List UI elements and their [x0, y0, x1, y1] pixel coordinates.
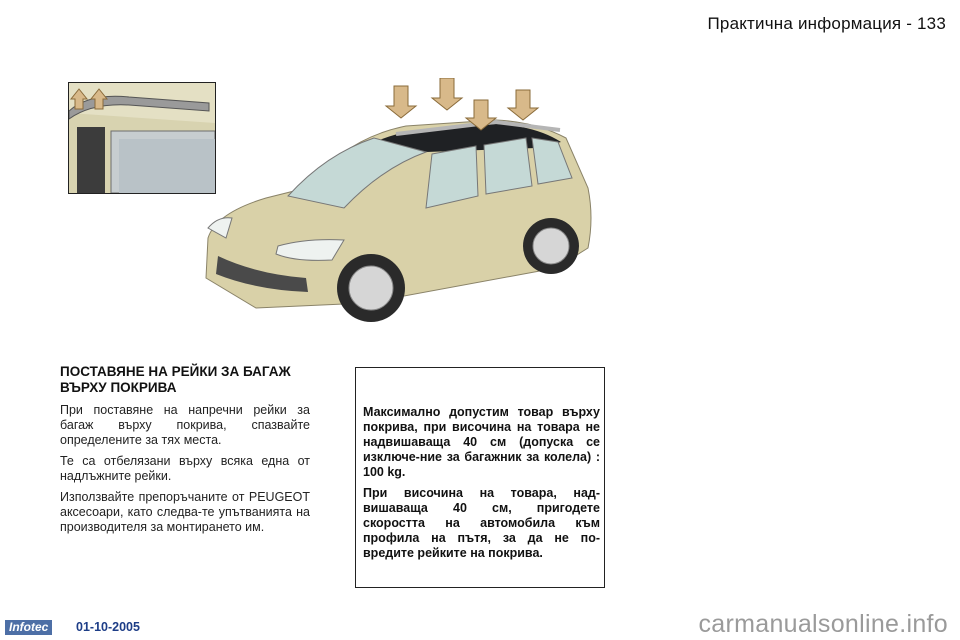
paragraph: Те са отбелязани върху всяка една от надлъжните рейки.	[60, 454, 310, 483]
down-arrow-icon	[386, 86, 416, 118]
car-icon	[196, 78, 600, 330]
note-box	[355, 367, 605, 588]
footer-date: 01-10-2005	[76, 620, 140, 634]
page-header: Практична информация - 133	[707, 14, 946, 33]
body-text	[60, 403, 310, 541]
watermark: carmanualsonline.info	[698, 610, 948, 638]
paragraph: При поставяне на напречни рейки за багаж върху покрива, спазвайте определените за тях места.	[60, 403, 310, 447]
note-paragraph: Максимално допустим товар върху покрива, при височина на товара не надвишаваща 40 см (допуска се изключе-ние за багажник за колела) : 100 kg.	[363, 405, 600, 479]
section-title: ПОСТАВЯНЕ НА РЕЙКИ ЗА БАГАЖ ВЪРХУ ПОКРИВА	[60, 364, 291, 395]
paragraph: Използвайте препоръчаните от PEUGEOT аксесоари, като следва-те упътванията на производителя за монтирането им.	[60, 490, 310, 534]
note-paragraph: При височина на товара, над-вишаваща 40 см, пригодете скоростта на автомобила към профила на пътя, за да не по-вредите рейките на покрива.	[363, 486, 600, 560]
roof-rail-detail-illustration	[68, 82, 216, 194]
down-arrow-icon	[432, 78, 462, 110]
infotec-logo: Infotec	[5, 620, 52, 635]
car-illustration	[196, 78, 600, 330]
roof-rail-detail-icon	[69, 83, 215, 193]
down-arrow-icon	[508, 90, 538, 120]
